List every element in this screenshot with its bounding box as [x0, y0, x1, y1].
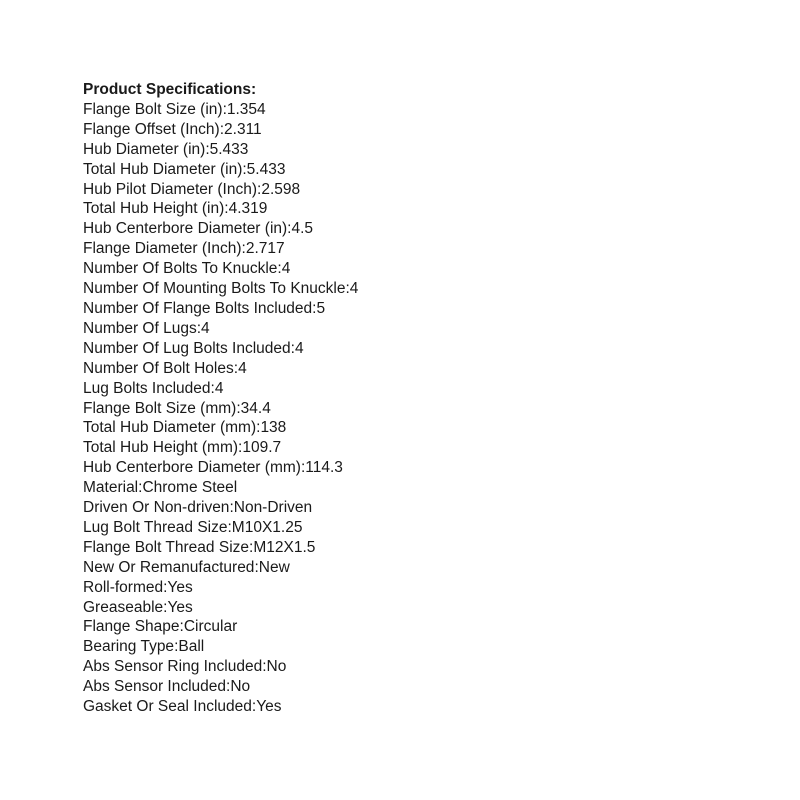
spec-label: Number Of Lugs — [83, 319, 197, 337]
spec-row — [83, 598, 358, 618]
spec-value: Circular — [183, 618, 238, 636]
spec-separator: : — [238, 439, 243, 457]
spec-block — [83, 80, 358, 717]
spec-value: 2.717 — [245, 240, 285, 258]
spec-label: Abs Sensor Included — [83, 678, 227, 696]
spec-row — [83, 418, 358, 438]
spec-value: No — [266, 658, 287, 676]
spec-label: Material — [83, 479, 139, 497]
spec-label: Total Hub Diameter (mm) — [83, 419, 257, 437]
spec-value: 4 — [281, 260, 291, 278]
spec-label: Lug Bolt Thread Size — [83, 518, 228, 536]
spec-value: 4 — [294, 339, 304, 357]
spec-value: 4 — [238, 359, 247, 377]
spec-separator: : — [222, 100, 227, 118]
spec-label: New Or Remanufactured — [83, 558, 255, 576]
spec-separator: : — [219, 120, 225, 138]
spec-label: Gasket Or Seal Included — [83, 698, 252, 716]
specs-title: Product Specifications: — [83, 81, 257, 98]
spec-value: 109.7 — [242, 439, 282, 457]
spec-label: Hub Centerbore Diameter (in) — [83, 220, 288, 238]
spec-row — [83, 319, 358, 339]
spec-value: M10X1.25 — [231, 518, 303, 536]
spec-label: Bearing Type — [83, 638, 175, 656]
spec-label: Driven Or Non-driven — [83, 499, 230, 517]
spec-row — [83, 438, 358, 458]
spec-label: Total Hub Height (mm) — [83, 439, 239, 457]
spec-value: 114.3 — [305, 459, 343, 477]
spec-separator: : — [229, 499, 234, 517]
spec-value: 5 — [316, 299, 326, 317]
spec-separator: : — [224, 200, 229, 218]
spec-label: Flange Bolt Size (in) — [83, 100, 223, 118]
spec-value: M12X1.5 — [253, 538, 316, 556]
spec-value: 5.433 — [209, 140, 249, 158]
spec-separator: : — [257, 180, 262, 198]
spec-separator: : — [227, 518, 232, 536]
spec-row — [83, 578, 358, 598]
spec-label: Number Of Bolt Holes — [83, 359, 234, 377]
spec-row — [83, 279, 358, 299]
spec-row — [83, 199, 358, 219]
spec-row — [83, 697, 358, 717]
spec-label: Flange Bolt Thread Size — [83, 538, 250, 556]
spec-value: New — [258, 558, 290, 576]
spec-separator: : — [249, 538, 254, 556]
spec-label: Flange Bolt Size (mm) — [83, 399, 237, 417]
spec-row — [83, 219, 358, 239]
spec-row — [83, 498, 358, 518]
spec-separator: : — [233, 359, 239, 377]
spec-separator: : — [205, 140, 210, 158]
spec-label: Hub Diameter (in) — [83, 140, 206, 158]
spec-separator: : — [210, 379, 215, 397]
spec-label: Number Of Flange Bolts Included — [83, 299, 313, 317]
spec-value: 5.433 — [246, 160, 286, 178]
spec-separator: : — [345, 280, 350, 298]
spec-label: Lug Bolts Included — [83, 379, 211, 397]
spec-value: 2.311 — [224, 120, 262, 138]
spec-label: Number Of Bolts To Knuckle — [83, 260, 278, 278]
spec-value: Yes — [256, 698, 282, 716]
spec-row — [83, 160, 358, 180]
spec-separator: : — [254, 558, 259, 576]
spec-value: Non-Driven — [233, 499, 313, 517]
spec-value: Chrome Steel — [142, 479, 238, 497]
spec-row — [83, 458, 358, 478]
spec-label: Number Of Lug Bolts Included — [83, 339, 291, 357]
spec-value: 4 — [214, 379, 224, 397]
spec-label: Roll-formed — [83, 578, 164, 596]
spec-row — [83, 140, 358, 160]
spec-list — [83, 100, 358, 717]
spec-separator: : — [236, 399, 241, 417]
spec-value: 2.598 — [261, 180, 301, 198]
spec-separator: : — [251, 698, 257, 716]
spec-separator: : — [300, 459, 306, 477]
spec-row — [83, 299, 358, 319]
spec-row — [83, 120, 358, 140]
spec-row — [83, 239, 358, 259]
spec-label: Total Hub Height (in) — [83, 200, 225, 218]
spec-label: Abs Sensor Ring Included — [83, 658, 263, 676]
spec-row — [83, 100, 358, 120]
spec-separator: : — [226, 678, 231, 696]
spec-separator: : — [256, 419, 261, 437]
spec-separator: : — [262, 658, 267, 676]
spec-label: Total Hub Diameter (in) — [83, 160, 243, 178]
spec-row — [83, 339, 358, 359]
spec-separator: : — [290, 339, 295, 357]
spec-value: 138 — [260, 419, 287, 437]
spec-row — [83, 478, 358, 498]
spec-value: 4 — [201, 319, 210, 337]
spec-row — [83, 259, 358, 279]
spec-separator: : — [174, 638, 179, 656]
spec-separator: : — [138, 479, 143, 497]
spec-label: Flange Offset (Inch) — [83, 120, 220, 138]
spec-value: 34.4 — [240, 399, 271, 417]
spec-separator: : — [241, 240, 246, 258]
spec-label: Flange Diameter (Inch) — [83, 240, 242, 258]
spec-separator: : — [196, 319, 202, 337]
spec-value: Yes — [167, 598, 193, 616]
spec-separator: : — [242, 160, 247, 178]
spec-separator: : — [179, 618, 184, 636]
spec-label: Number Of Mounting Bolts To Knuckle — [83, 280, 346, 298]
spec-row — [83, 180, 358, 200]
spec-value: 4 — [349, 280, 359, 298]
spec-value: No — [230, 678, 251, 696]
spec-label: Greaseable — [83, 598, 164, 616]
spec-row — [83, 617, 358, 637]
spec-row — [83, 558, 358, 578]
spec-value: 4.5 — [291, 220, 314, 238]
spec-label: Flange Shape — [83, 618, 180, 636]
spec-separator: : — [287, 220, 292, 238]
spec-value: 4.319 — [228, 200, 268, 218]
spec-row — [83, 379, 358, 399]
spec-value: Yes — [167, 578, 193, 596]
spec-row — [83, 518, 358, 538]
spec-label: Hub Centerbore Diameter (mm) — [83, 459, 301, 477]
spec-row — [83, 359, 358, 379]
spec-separator: : — [163, 578, 168, 596]
spec-row — [83, 657, 358, 677]
spec-separator: : — [277, 260, 282, 278]
spec-row — [83, 399, 358, 419]
spec-separator: : — [312, 299, 317, 317]
spec-value: Ball — [178, 638, 205, 656]
spec-row — [83, 538, 358, 558]
spec-label: Hub Pilot Diameter (Inch) — [83, 180, 258, 198]
spec-value: 1.354 — [226, 100, 266, 118]
spec-row — [83, 637, 358, 657]
spec-separator: : — [163, 598, 168, 616]
spec-row — [83, 677, 358, 697]
